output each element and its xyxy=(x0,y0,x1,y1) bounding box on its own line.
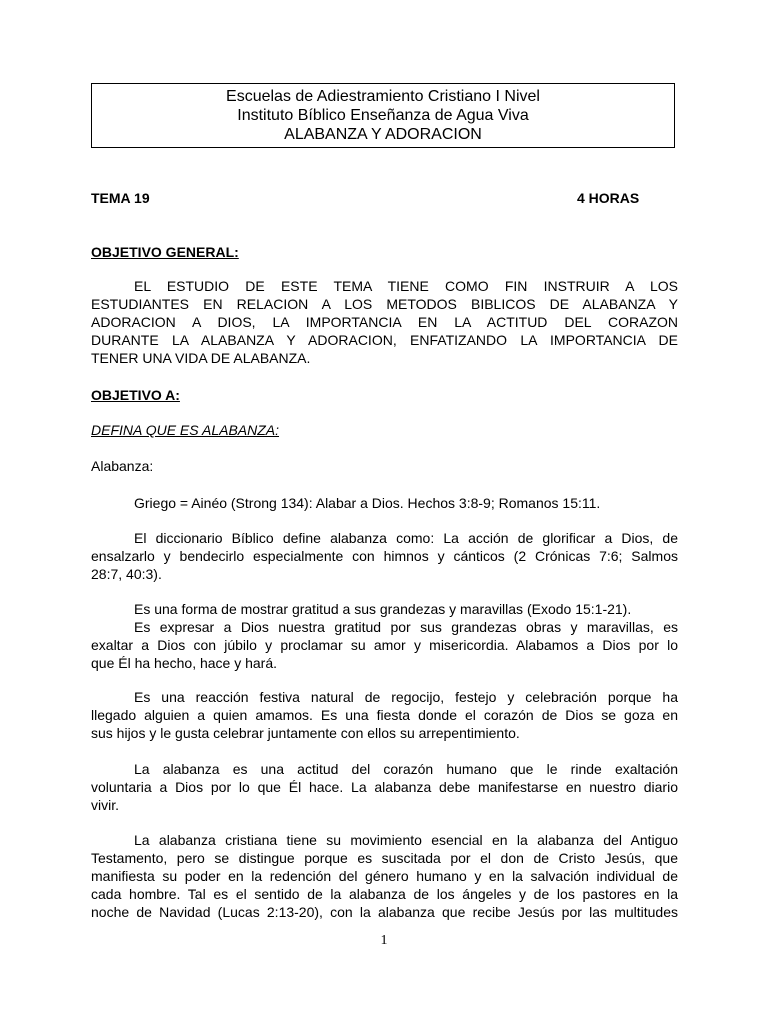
title-line-3: ALABANZA Y ADORACION xyxy=(284,126,482,143)
paragraph-line: ESTUDIANTES EN RELACION A LOS METODOS BIBLICOS DE ALABANZA Y xyxy=(91,296,678,312)
paragraph-line: Es una reacción festiva natural de regocijo, festejo y celebración porque ha xyxy=(134,689,678,705)
paragraph-line: voluntaria a Dios por lo que Él hace. La alabanza debe manifestarse en nuestro diario xyxy=(91,779,678,795)
paragraph-line: La alabanza cristiana tiene su movimiento esencial en la alabanza del Antiguo xyxy=(134,832,678,848)
paragraph-line: EL ESTUDIO DE ESTE TEMA TIENE COMO FIN INSTRUIR A LOS xyxy=(134,278,678,294)
paragraph-line: Testamento, pero se distingue porque es suscitada por el don de Cristo Jesús, que xyxy=(91,850,678,866)
objetivo-general-heading: OBJETIVO GENERAL: xyxy=(91,244,239,260)
paragraph-line: cada hombre. Tal es el sentido de la alabanza de los ángeles y de los pastores en la xyxy=(91,886,678,902)
objetivo-a-heading: OBJETIVO A: xyxy=(91,387,180,403)
paragraph-actitud xyxy=(91,760,678,814)
paragraph-line: ADORACION A DIOS, LA IMPORTANCIA EN LA ACTITUD DEL CORAZON xyxy=(91,314,678,330)
paragraph-diccionario xyxy=(91,529,678,583)
paragraph-line: TENER UNA VIDA DE ALABANZA. xyxy=(91,350,311,366)
topic-label: TEMA 19 xyxy=(91,190,150,206)
title-box xyxy=(91,83,675,148)
page-number: 1 xyxy=(380,933,388,948)
paragraph-line: noche de Navidad (Lucas 2:13-20), con la alabanza que recibe Jesús por las multitudes xyxy=(91,904,678,920)
objetivo-a-subheading: DEFINA QUE ES ALABANZA: xyxy=(91,422,280,438)
paragraph-gratitud xyxy=(91,600,678,672)
paragraph-line: El diccionario Bíblico define alabanza como: La acción de glorificar a Dios, de xyxy=(134,530,678,546)
alabanza-term-label: Alabanza: xyxy=(91,458,154,474)
paragraph-line: manifiesta su poder en la redención del género humano y en la salvación individual de xyxy=(91,868,678,884)
paragraph-line: exaltar a Dios con júbilo y proclamar su amor y misericordia. Alabamos a Dios por lo xyxy=(91,637,678,653)
griego-definition: Griego = Ainéo (Strong 134): Alabar a Dios. Hechos 3:8-9; Romanos 15:11. xyxy=(134,495,601,511)
paragraph-line: que Él ha hecho, hace y hará. xyxy=(91,655,278,671)
paragraph-line: sus hijos y le gusta celebrar juntamente con ellos su arrepentimiento. xyxy=(91,725,520,741)
paragraph-line: DURANTE LA ALABANZA Y ADORACION, ENFATIZANDO LA IMPORTANCIA DE xyxy=(91,332,678,348)
paragraph-line: La alabanza es una actitud del corazón humano que le rinde exaltación xyxy=(134,761,678,777)
paragraph-cristiana xyxy=(91,831,678,921)
paragraph-line: vivir. xyxy=(91,797,119,813)
paragraph-line: Es una forma de mostrar gratitud a sus grandezas y maravillas (Exodo 15:1-21). xyxy=(134,601,632,617)
paragraph-line: Es expresar a Dios nuestra gratitud por sus grandezas obras y maravillas, es xyxy=(134,619,678,635)
objetivo-general-paragraph xyxy=(91,277,678,367)
paragraph-line: llegado alguien a quien amamos. Es una fiesta donde el corazón de Dios se goza en xyxy=(91,707,678,723)
paragraph-reaccion xyxy=(91,688,678,742)
title-line-2: Instituto Bíblico Enseñanza de Agua Viva xyxy=(237,107,529,124)
paragraph-line: ensalzarlo y bendecirlo especialmente con himnos y cánticos (2 Crónicas 7:6; Salmos xyxy=(91,548,678,564)
topic-hours: 4 HORAS xyxy=(577,190,640,206)
title-line-1: Escuelas de Adiestramiento Cristiano I Nivel xyxy=(226,88,540,105)
paragraph-line: 28:7, 40:3). xyxy=(91,566,162,582)
